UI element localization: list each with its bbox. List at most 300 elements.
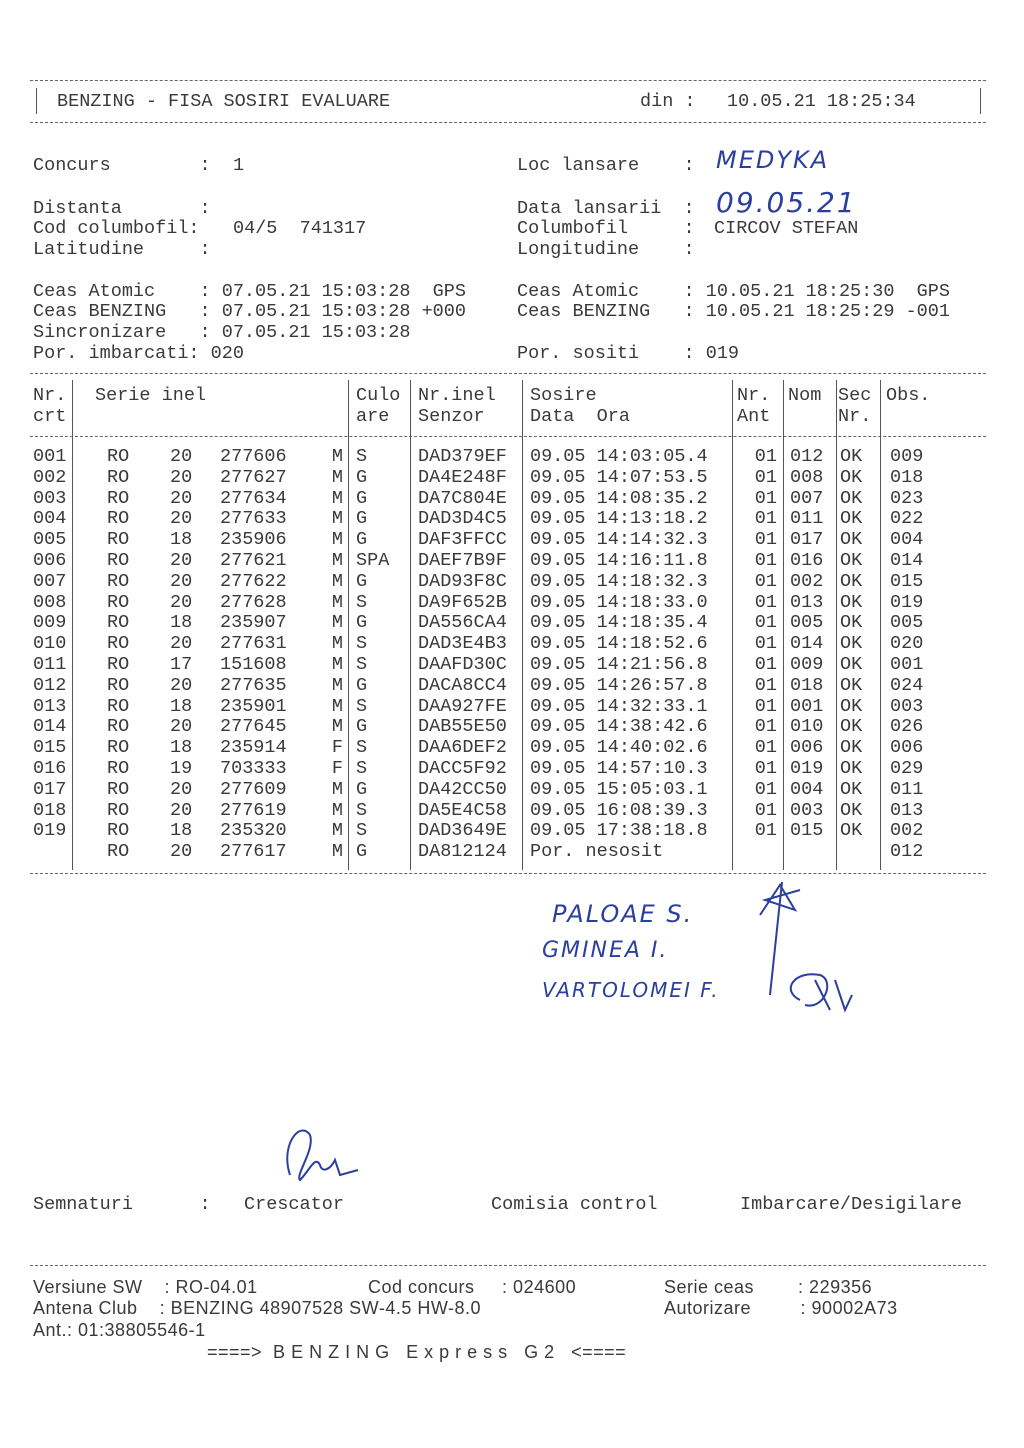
cell-arrival: 09.05 14:14:32.3 (530, 529, 708, 551)
cell-antenna: 01 (754, 820, 777, 842)
cell-antenna: 01 (754, 487, 777, 509)
cell-nom: 006 (790, 737, 824, 759)
cell-sec: OK (840, 487, 863, 509)
cell-year: 18 (170, 612, 193, 634)
cell-ring-number: 277635 (220, 674, 287, 696)
cell-country: RO (107, 487, 130, 509)
cell-antenna: 01 (754, 674, 777, 696)
cell-antenna: 01 (754, 570, 777, 592)
cell-sensor-ring: DAD379EF (418, 446, 507, 467)
cell-sensor-ring: DAAFD30C (418, 654, 507, 675)
header-bottom-border (30, 122, 986, 123)
cell-nr-crt: 003 (33, 487, 67, 509)
cell-nom: 010 (790, 716, 824, 738)
cell-arrival: Por. nesosit (530, 841, 664, 863)
cell-sensor-ring: DA42CC50 (418, 778, 507, 800)
cell-arrival: 09.05 14:26:57.8 (530, 674, 708, 696)
left-clock-atomic: Ceas Atomic : 07.05.21 15:03:28 GPS (33, 281, 466, 302)
cell-nom: 005 (790, 612, 824, 634)
right-clock-atomic: Ceas Atomic : 10.05.21 18:25:30 GPS (517, 281, 950, 302)
breeder-signature (280, 1115, 370, 1195)
cell-antenna: 01 (754, 591, 777, 613)
loc-lansare-handwritten: MEDYKA (716, 146, 830, 174)
cell-arrival: 09.05 14:16:11.8 (530, 550, 708, 571)
cell-country: RO (107, 737, 130, 759)
cell-color: G (356, 778, 368, 800)
cell-sex: M (331, 550, 343, 571)
serie-ceas: Serie ceas : 229356 (664, 1277, 873, 1297)
cell-sex: M (331, 820, 343, 842)
cell-sec: OK (840, 737, 863, 759)
cell-ring-number: 235907 (220, 612, 287, 634)
cell-antenna: 01 (754, 633, 777, 655)
cell-sec: OK (840, 758, 863, 779)
porumbei-imbarcati: Por. imbarcati: 020 (33, 343, 244, 364)
cell-obs: 015 (890, 570, 924, 592)
cell-obs: 013 (890, 799, 924, 821)
cell-nom: 015 (790, 820, 824, 842)
cell-sec: OK (840, 446, 863, 467)
commission-member-1: PALOAE S. (552, 900, 694, 928)
table-top-border (30, 373, 986, 374)
cell-antenna: 01 (754, 716, 777, 738)
cell-nr-crt: 004 (33, 508, 67, 530)
cell-country: RO (107, 674, 130, 696)
cell-sensor-ring: DAF3FFCC (418, 529, 507, 551)
cell-ring-number: 235320 (220, 820, 287, 842)
antena-id: Ant.: 01:38805546-1 (33, 1320, 206, 1340)
cell-country: RO (107, 612, 130, 634)
cell-color: G (356, 841, 368, 863)
cell-color: S (356, 591, 368, 613)
cell-color: G (356, 487, 368, 509)
col-ant: Nr. (737, 385, 771, 406)
cell-antenna: 01 (754, 778, 777, 800)
cell-sec: OK (840, 695, 863, 717)
cell-nr-crt: 017 (33, 778, 67, 800)
porumbei-sositi: Por. sositi : 019 (517, 343, 740, 364)
cell-sex: M (331, 799, 343, 821)
cell-nom: 003 (790, 799, 824, 821)
cell-nom: 012 (790, 446, 824, 467)
cell-obs: 009 (890, 446, 924, 467)
concurs-value: 1 (233, 155, 245, 176)
cell-country: RO (107, 820, 130, 842)
cell-sec: OK (840, 633, 863, 655)
cell-sec: OK (840, 674, 863, 696)
concurs-label: Concurs : (33, 155, 211, 176)
cod-columbofil-value: 04/5 741317 (233, 218, 367, 239)
cell-sec: OK (840, 529, 863, 551)
cell-country: RO (107, 758, 130, 779)
cell-antenna: 01 (754, 529, 777, 551)
column-divider (72, 380, 73, 870)
cell-arrival: 09.05 14:03:05.4 (530, 446, 708, 467)
sincronizare: Sincronizare : 07.05.21 15:03:28 (33, 322, 411, 343)
cell-sensor-ring: DAA927FE (418, 695, 507, 717)
col-senzor-2: Senzor (418, 406, 485, 427)
cell-sec: OK (840, 466, 863, 488)
cell-year: 20 (170, 550, 193, 571)
cell-nom: 007 (790, 487, 824, 509)
col-culoare: Culo (356, 385, 401, 406)
cell-obs: 026 (890, 716, 924, 738)
table-header-border (30, 436, 986, 437)
cell-arrival: 09.05 15:05:03.1 (530, 778, 708, 800)
report-datetime: 10.05.21 18:25:34 (727, 91, 916, 112)
cell-obs: 003 (890, 695, 924, 717)
cell-obs: 020 (890, 633, 924, 655)
column-divider (880, 380, 881, 870)
cell-antenna: 01 (754, 612, 777, 634)
cell-country: RO (107, 695, 130, 717)
header-right-border (980, 88, 981, 114)
cell-ring-number: 703333 (220, 758, 287, 779)
footer-border (30, 1265, 986, 1266)
cell-arrival: 09.05 14:18:32.3 (530, 570, 708, 592)
cell-sensor-ring: DA7C804E (418, 487, 507, 509)
column-divider (836, 380, 837, 870)
cell-nr-crt: 016 (33, 758, 67, 779)
cell-nom: 017 (790, 529, 824, 551)
cell-nr-crt: 009 (33, 612, 67, 634)
cell-nom: 002 (790, 570, 824, 592)
cell-ring-number: 277633 (220, 508, 287, 530)
cell-sex: F (331, 758, 343, 779)
cell-obs: 001 (890, 654, 924, 675)
cell-antenna: 01 (754, 695, 777, 717)
cell-sex: M (331, 487, 343, 509)
cell-nr-crt: 008 (33, 591, 67, 613)
cell-antenna: 01 (754, 758, 777, 779)
cell-year: 20 (170, 716, 193, 738)
cell-country: RO (107, 550, 130, 571)
cell-nr-crt: 015 (33, 737, 67, 759)
cell-sec: OK (840, 550, 863, 571)
cell-ring-number: 277627 (220, 466, 287, 488)
cell-color: S (356, 654, 368, 675)
cell-arrival: 09.05 14:18:52.6 (530, 633, 708, 655)
col-sec: Sec (838, 385, 872, 406)
cell-color: S (356, 446, 368, 467)
cell-obs: 029 (890, 758, 924, 779)
col-senzor: Nr.inel (418, 385, 496, 406)
cell-color: S (356, 695, 368, 717)
cell-color: S (356, 799, 368, 821)
cell-country: RO (107, 591, 130, 613)
column-divider (348, 380, 349, 870)
cell-sex: M (331, 529, 343, 551)
header-left-border (36, 88, 37, 114)
cell-year: 20 (170, 841, 193, 863)
antena-club: Antena Club : BENZING 48907528 SW-4.5 HW-8.0 (33, 1298, 482, 1318)
cell-arrival: 09.05 14:57:10.3 (530, 758, 708, 779)
cell-arrival: 09.05 16:08:39.3 (530, 799, 708, 821)
cell-ring-number: 235914 (220, 737, 287, 759)
cell-sex: M (331, 633, 343, 655)
cell-ring-number: 277628 (220, 591, 287, 613)
cell-ring-number: 277634 (220, 487, 287, 509)
commission-member-3: VARTOLOMEI F. (542, 978, 720, 1002)
cell-sensor-ring: DACA8CC4 (418, 674, 507, 696)
cell-sex: M (331, 508, 343, 530)
cell-country: RO (107, 654, 130, 675)
cell-obs: 012 (890, 841, 924, 863)
cell-color: G (356, 466, 368, 488)
cell-color: G (356, 612, 368, 634)
cell-obs: 022 (890, 508, 924, 530)
cell-antenna: 01 (754, 446, 777, 467)
cell-nr-crt: 010 (33, 633, 67, 655)
cell-sec: OK (840, 654, 863, 675)
cell-obs: 019 (890, 591, 924, 613)
cell-color: G (356, 570, 368, 592)
cell-obs: 011 (890, 778, 924, 800)
cell-sensor-ring: DA556CA4 (418, 612, 507, 634)
cell-ring-number: 277606 (220, 446, 287, 467)
col-obs: Obs. (886, 385, 931, 406)
cell-sec: OK (840, 570, 863, 592)
cell-nr-crt: 011 (33, 654, 67, 675)
cell-nr-crt: 018 (33, 799, 67, 821)
autorizare: Autorizare : 90002A73 (664, 1298, 898, 1318)
cell-color: G (356, 529, 368, 551)
col-serie: Serie inel (95, 385, 207, 406)
col-ant-2: Ant (737, 406, 771, 427)
cell-sec: OK (840, 799, 863, 821)
longitudine-label: Longitudine : (517, 239, 695, 260)
cell-country: RO (107, 529, 130, 551)
cell-antenna: 01 (754, 466, 777, 488)
col-sec-2: Nr. (838, 406, 872, 427)
cell-obs: 023 (890, 487, 924, 509)
cell-year: 20 (170, 633, 193, 655)
cell-obs: 005 (890, 612, 924, 634)
commission-signatures (740, 870, 880, 1020)
cell-year: 18 (170, 737, 193, 759)
cell-nom: 013 (790, 591, 824, 613)
cell-antenna: 01 (754, 737, 777, 759)
cell-obs: 018 (890, 466, 924, 488)
cell-ring-number: 277622 (220, 570, 287, 592)
cell-year: 18 (170, 695, 193, 717)
cell-arrival: 09.05 17:38:18.8 (530, 820, 708, 842)
cell-nom: 019 (790, 758, 824, 779)
cell-antenna: 01 (754, 550, 777, 571)
cell-color: S (356, 737, 368, 759)
cell-nr-crt: 012 (33, 674, 67, 696)
cell-obs: 006 (890, 737, 924, 759)
cell-nr-crt: 007 (33, 570, 67, 592)
cell-sensor-ring: DA4E248F (418, 466, 507, 488)
cell-nom: 001 (790, 695, 824, 717)
cell-nr-crt: 019 (33, 820, 67, 842)
cell-nom: 014 (790, 633, 824, 655)
column-divider (410, 380, 411, 870)
cell-color: SPA (356, 550, 390, 571)
cell-sensor-ring: DA5E4C58 (418, 799, 507, 821)
cell-nr-crt: 013 (33, 695, 67, 717)
cell-obs: 014 (890, 550, 924, 571)
cell-sensor-ring: DAD3D4C5 (418, 508, 507, 530)
cell-color: G (356, 674, 368, 696)
cell-nr-crt: 002 (33, 466, 67, 488)
cell-nr-crt: 006 (33, 550, 67, 571)
columbofil-value: CIRCOV STEFAN (714, 218, 859, 239)
cell-year: 18 (170, 529, 193, 551)
cell-ring-number: 235906 (220, 529, 287, 551)
cell-sex: M (331, 466, 343, 488)
cell-arrival: 09.05 14:38:42.6 (530, 716, 708, 738)
column-divider (783, 380, 784, 870)
cell-nom: 016 (790, 550, 824, 571)
col-nr-2: crt (33, 406, 67, 427)
cell-antenna: 01 (754, 654, 777, 675)
cell-color: S (356, 758, 368, 779)
comisia-control-label: Comisia control (491, 1194, 658, 1215)
cell-sex: M (331, 612, 343, 634)
cell-sensor-ring: DACC5F92 (418, 758, 507, 779)
cell-sex: M (331, 716, 343, 738)
cell-year: 17 (170, 654, 193, 675)
col-sosire-2: Data Ora (530, 406, 630, 427)
cell-sec: OK (840, 508, 863, 530)
cell-sex: M (331, 841, 343, 863)
cell-nr-crt: 001 (33, 446, 67, 467)
cell-nom: 018 (790, 674, 824, 696)
cell-ring-number: 235901 (220, 695, 287, 717)
col-culoare-2: are (356, 406, 390, 427)
cell-sex: F (331, 737, 343, 759)
cell-color: G (356, 716, 368, 738)
cell-sensor-ring: DA812124 (418, 841, 507, 863)
column-divider (732, 380, 733, 870)
loc-lansare-label: Loc lansare : (517, 155, 695, 176)
cell-sensor-ring: DAA6DEF2 (418, 737, 507, 759)
cell-sex: M (331, 570, 343, 592)
cell-antenna: 01 (754, 508, 777, 530)
cell-arrival: 09.05 14:18:35.4 (530, 612, 708, 634)
cell-country: RO (107, 841, 130, 863)
cell-sec: OK (840, 591, 863, 613)
cell-year: 20 (170, 674, 193, 696)
cell-year: 20 (170, 446, 193, 467)
cell-obs: 002 (890, 820, 924, 842)
imbarcare-desigilare-label: Imbarcare/Desigilare (740, 1194, 963, 1215)
left-clock-benzing: Ceas BENZING : 07.05.21 15:03:28 +000 (33, 301, 466, 322)
cell-arrival: 09.05 14:40:02.6 (530, 737, 708, 759)
cell-arrival: 09.05 14:21:56.8 (530, 654, 708, 675)
cell-arrival: 09.05 14:18:33.0 (530, 591, 708, 613)
cell-country: RO (107, 446, 130, 467)
cod-columbofil-label: Cod columbofil: (33, 218, 200, 239)
cell-ring-number: 151608 (220, 654, 287, 675)
cell-obs: 004 (890, 529, 924, 551)
cell-country: RO (107, 466, 130, 488)
columbofil-label: Columbofil : (517, 218, 695, 239)
cell-sex: M (331, 446, 343, 467)
cell-country: RO (107, 716, 130, 738)
commission-member-2: GMINEA I. (542, 938, 669, 963)
cell-ring-number: 277617 (220, 841, 287, 863)
benzing-express-banner: ====> B E N Z I N G E x p r e s s G 2 <==== (207, 1342, 627, 1362)
cell-sec: OK (840, 612, 863, 634)
right-clock-benzing: Ceas BENZING : 10.05.21 18:25:29 -001 (517, 301, 950, 322)
cell-sec: OK (840, 820, 863, 842)
cell-country: RO (107, 778, 130, 800)
cell-nr-crt: 014 (33, 716, 67, 738)
cell-year: 20 (170, 570, 193, 592)
col-nom: Nom (788, 385, 822, 406)
cell-year: 20 (170, 508, 193, 530)
col-sosire: Sosire (530, 385, 597, 406)
cell-ring-number: 277631 (220, 633, 287, 655)
cell-obs: 024 (890, 674, 924, 696)
cell-color: S (356, 633, 368, 655)
cell-sensor-ring: DAD3E4B3 (418, 633, 507, 655)
cell-color: G (356, 508, 368, 530)
cell-country: RO (107, 799, 130, 821)
cell-nom: 008 (790, 466, 824, 488)
cell-arrival: 09.05 14:32:33.1 (530, 695, 708, 717)
cell-year: 20 (170, 778, 193, 800)
din-label: din : (640, 91, 696, 112)
cell-country: RO (107, 508, 130, 530)
cell-sex: M (331, 654, 343, 675)
cell-country: RO (107, 633, 130, 655)
cod-concurs: Cod concurs : 024600 (368, 1277, 577, 1297)
cell-sex: M (331, 778, 343, 800)
cell-ring-number: 277619 (220, 799, 287, 821)
col-nr: Nr. (33, 385, 67, 406)
distanta-label: Distanta : (33, 198, 211, 219)
data-lansarii-handwritten: 09.05.21 (716, 186, 857, 219)
cell-ring-number: 277621 (220, 550, 287, 571)
cell-sensor-ring: DA9F652B (418, 591, 507, 613)
latitudine-label: Latitudine : (33, 239, 211, 260)
document-title: BENZING - FISA SOSIRI EVALUARE (57, 91, 391, 112)
data-lansarii-label: Data lansarii : (517, 198, 695, 219)
versiune-sw: Versiune SW : RO-04.01 (33, 1277, 258, 1297)
cell-arrival: 09.05 14:13:18.2 (530, 508, 708, 530)
cell-sensor-ring: DAB55E50 (418, 716, 507, 738)
crescator-label: Crescator (244, 1194, 344, 1215)
cell-year: 18 (170, 820, 193, 842)
cell-nom: 011 (790, 508, 824, 530)
cell-year: 20 (170, 799, 193, 821)
cell-antenna: 01 (754, 799, 777, 821)
cell-sec: OK (840, 716, 863, 738)
cell-year: 20 (170, 466, 193, 488)
column-divider (522, 380, 523, 870)
cell-nr-crt: 005 (33, 529, 67, 551)
cell-sex: M (331, 674, 343, 696)
cell-sensor-ring: DAD93F8C (418, 570, 507, 592)
cell-ring-number: 277609 (220, 778, 287, 800)
cell-color: S (356, 820, 368, 842)
cell-sex: M (331, 591, 343, 613)
cell-sex: M (331, 695, 343, 717)
cell-sensor-ring: DAEF7B9F (418, 550, 507, 571)
cell-sensor-ring: DAD3649E (418, 820, 507, 842)
cell-year: 20 (170, 591, 193, 613)
semnaturi-label: Semnaturi : (33, 1194, 211, 1215)
cell-country: RO (107, 570, 130, 592)
cell-arrival: 09.05 14:07:53.5 (530, 466, 708, 488)
cell-nom: 009 (790, 654, 824, 675)
cell-arrival: 09.05 14:08:35.2 (530, 487, 708, 509)
cell-ring-number: 277645 (220, 716, 287, 738)
